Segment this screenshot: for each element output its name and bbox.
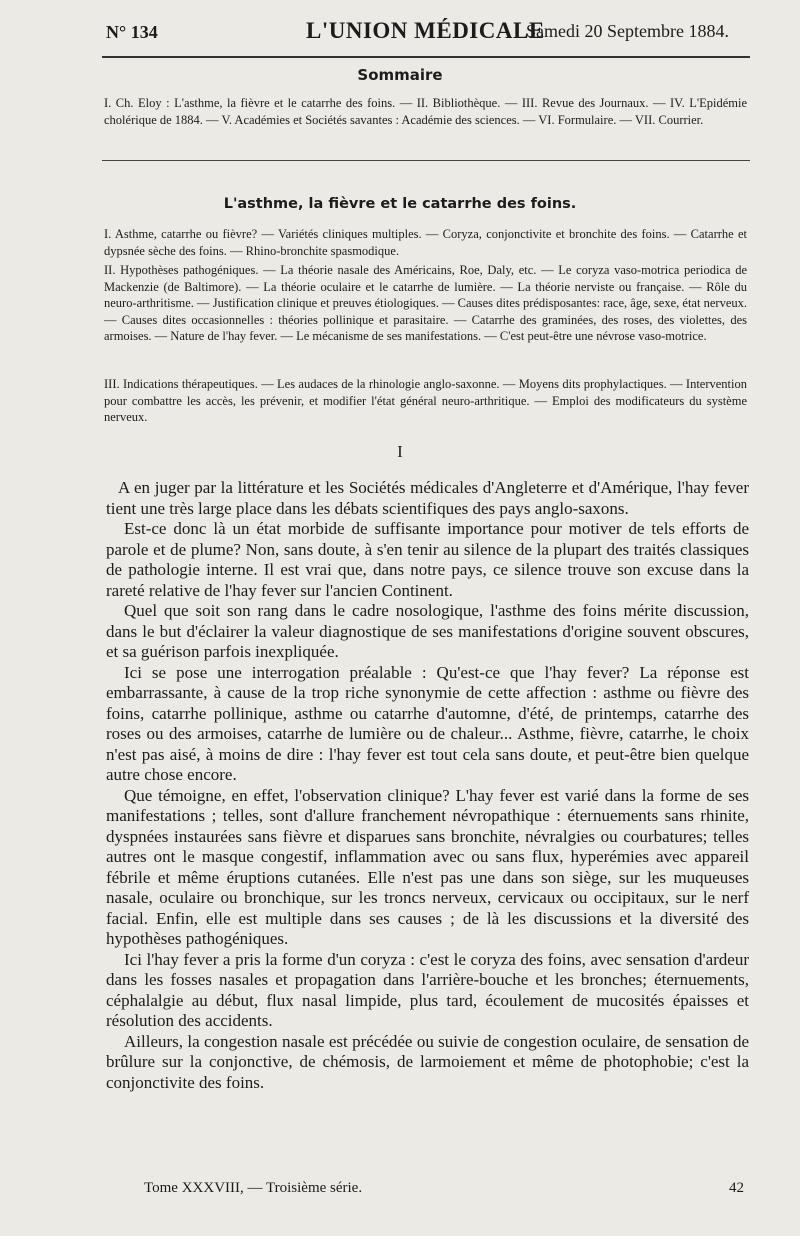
summary-section-3: III. Indications thérapeutiques. — Les audaces de la rhinologie anglo-saxonne. — Moyens dits prophylactiques. — Intervention pour combattre les accès, les prévenir, et modifier l'état général neuro-arthritique. — Emploi des modificateurs du système nerveux.	[104, 377, 747, 424]
journal-title: L'UNION MÉDICALE	[306, 18, 545, 43]
paragraph: A en juger par la littérature et les Sociétés médicales d'Angleterre et d'Amérique, l'hay fever tient une très large place dans les débats scientifiques des pays anglo-saxons.	[106, 478, 749, 518]
article-title: L'asthme, la fièvre et le catarrhe des foins.	[223, 196, 577, 212]
page-header	[100, 18, 750, 48]
section-rule	[102, 160, 750, 161]
header-rule	[102, 56, 750, 58]
summary-section-2: II. Hypothèses pathogéniques. — La théorie nasale des Américains, Roe, Daly, etc. — Le coryza vaso-motrica periodica de Mackenzie (de Baltimore). — La théorie oculaire et le catarrhe de lumière. — La théorie nerviste ou française. — Rôle du neuro-arthritisme. — Justification clinique et preuves étiologiques. — Causes dites prédisposantes: race, âge, sexe, état nerveux. — Causes dites occasionnelles : théories pollinique et parasitaire. — Catarrhe des graminées, des roses, des violettes, des armoises. — Nature de l'hay fever. — Le mécanisme de ses manifestations. — C'est peut-être une névrose vaso-motrice.	[104, 263, 747, 343]
paragraph: Ici se pose une interrogation préalable : Qu'est-ce que l'hay fever? La réponse est embarrassante, à cause de la trop riche synonymie de cette affection : asthme ou fièvre des foins, catarrhe pollinique, asthme ou catarrhe d'automne, d'été, de printemps, catarrhe des roses ou des armoises, catarrhe de lumière ou de chaleur... Asthme, fièvre, catarrhe, le choix n'est pas aisé, à moins de dire : l'hay fever est tout cela sans doute, et peut-être bien quelque autre chose encore.	[106, 662, 749, 784]
summary-section-1: I. Asthme, catarrhe ou fièvre? — Variétés cliniques multiples. — Coryza, conjonctivite et bronchite des foins. — Catarrhe et dypsnée sèche des foins. — Rhino-bronchite spasmodique.	[104, 227, 747, 258]
issue-date: Samedi 20 Septembre 1884.	[526, 21, 729, 41]
sommaire-heading: Sommaire	[357, 66, 443, 84]
issue-number: N° 134	[106, 22, 158, 42]
volume-info: Tome XXXVIII, — Troisième série.	[144, 1180, 363, 1196]
paragraph: Ici l'hay fever a pris la forme d'un coryza : c'est le coryza des foins, avec sensation d'ardeur dans les fosses nasales et propagation dans l'arrière-bouche et les bronches; éternuements, céphalalgie au début, flux nasal limpide, plus tard, écoulement de mucosités épaisses et résolution des accidents.	[106, 949, 749, 1030]
sommaire-contents: I. Ch. Eloy : L'asthme, la fièvre et le catarrhe des foins. — II. Bibliothèque. — III. Revue des Journaux. — IV. L'Epidémie cholérique de 1884. — V. Académies et Sociétés savantes : Académie des sciences. — VI. Formulaire. — VII. Courrier.	[104, 96, 747, 127]
paragraph: Quel que soit son rang dans le cadre nosologique, l'asthme des foins mérite discussion, dans le but d'éclairer la valeur diagnostique de ses manifestations d'origine souvent obscures, et sa guérison parfois inexpliquée.	[106, 601, 749, 661]
page-number: 42	[729, 1180, 744, 1196]
article-body	[106, 478, 749, 1093]
paragraph: Que témoigne, en effet, l'observation clinique? L'hay fever est varié dans la forme de ses manifestations ; telles, sont d'allure franchement névropathique : éternuements sans rhinite, dyspnées instaurées sans fièvre et disparues sans bronchite, névralgies ou courbatures; telles autres ont le masque congestif, inflammation avec ou sans flux, hyperémies avec appareil fébrile et même éruptions cutanées. Elle n'est pas une dans son siège, sur les muqueuses nasale, oculaire ou bronchique, sur les troncs nerveux, cervicaux ou occipitaux, sur le nerf facial. Enfin, elle est multiple dans ses causes ; de là les discussions et la diversité des hypothèses pathogéniques.	[106, 785, 749, 948]
paragraph: Ailleurs, la congestion nasale est précédée ou suivie de congestion oculaire, de sensation de brûlure sur la conjonctive, de chémosis, de larmoiement et même de photophobie; c'est la conjonctivite des foins.	[106, 1031, 749, 1092]
paragraph: Est-ce donc là un état morbide de suffisante importance pour motiver de tels efforts de parole et de plume? Non, sans doute, à s'en tenir au silence de la plupart des traités classiques de pathologie interne. Il est vrai que, dans notre pays, ce silence trouve son excuse dans la rareté relative de l'hay fever sur l'ancien Continent.	[106, 519, 749, 600]
section-numeral: I	[397, 442, 403, 461]
